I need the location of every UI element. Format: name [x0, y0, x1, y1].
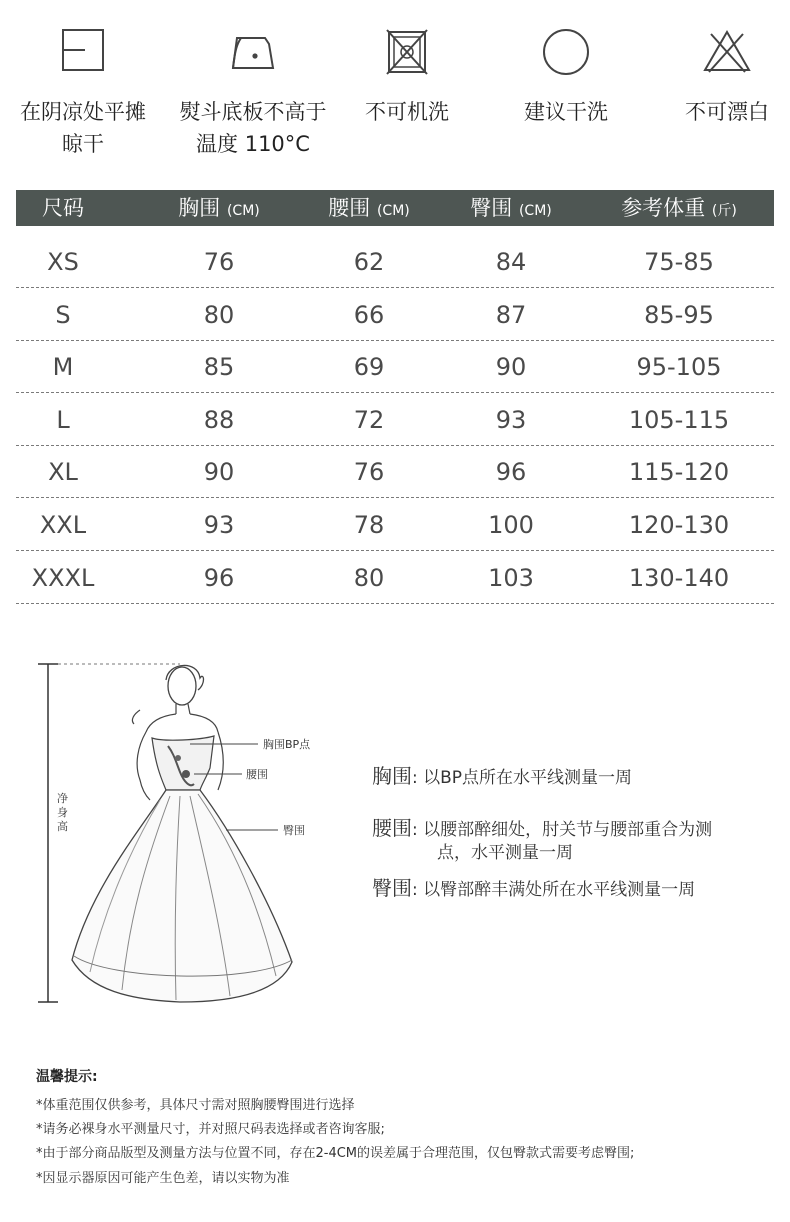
no-machine-wash-icon: [379, 24, 435, 80]
care-label-line1: 在阴凉处平摊: [20, 100, 146, 124]
cell-weight: 75-85: [644, 248, 714, 276]
header-unit: (斤): [711, 203, 737, 219]
cell-hip: 100: [488, 511, 534, 539]
measure-label: 胸围: [372, 764, 412, 788]
cell-size: XL: [48, 458, 78, 487]
measure-colon: :: [412, 768, 418, 788]
height-char: 高: [57, 820, 68, 833]
waist-instruction-cont: 点，水平测量一周: [437, 843, 573, 863]
dry-clean-icon: [538, 24, 594, 80]
cell-hip: 84: [495, 248, 527, 276]
table-row: [16, 341, 774, 393]
tip-item: *由于部分商品版型及测量方法与位置不同，存在2-4CM的误差属于合理范围，仅包臀款式需要考虑臀围;: [36, 1146, 635, 1161]
cell-hip: 87: [495, 300, 527, 329]
cell-weight: 130-140: [628, 563, 730, 592]
tip-item: *体重范围仅供参考，具体尺寸需对照胸腰臀围进行选择: [36, 1098, 355, 1113]
bust-instruction: [372, 760, 632, 789]
cell-weight: 85-95: [644, 300, 714, 329]
measure-text: 以BP点所在水平线测量一周: [423, 768, 633, 788]
cell-waist: 72: [353, 405, 385, 434]
cell-bust: 88: [203, 405, 235, 434]
header-label: 臀围: [470, 196, 513, 220]
table-row: [16, 289, 774, 341]
size-table-header: [16, 190, 774, 226]
header-unit: (CM): [226, 203, 260, 219]
table-row: [16, 552, 774, 604]
cell-waist: 69: [353, 353, 385, 382]
header-label: 腰围: [328, 196, 371, 220]
cell-size: L: [56, 405, 70, 434]
header-label: 尺码: [42, 196, 84, 220]
table-row: [16, 446, 774, 498]
table-row: [16, 499, 774, 551]
care-item-flat-dry: [4, 0, 162, 170]
hip-instruction: [372, 872, 695, 901]
measure-label: 臀围: [372, 876, 412, 900]
cell-hip: 96: [495, 458, 527, 487]
care-label-line2: 温度 110°C: [196, 132, 310, 156]
header-unit: (CM): [518, 203, 552, 219]
tip-item: *请务必裸身水平测量尺寸，并对照尺码表选择或者咨询客服;: [36, 1122, 385, 1137]
care-item-no-machine-wash: [328, 0, 486, 170]
waist-instruction: [372, 812, 712, 841]
cell-bust: 76: [203, 248, 235, 276]
flat-dry-shade-icon: [55, 24, 111, 80]
tip-item: *因显示器原因可能产生色差，请以实物为准: [36, 1171, 290, 1186]
cell-hip: 90: [495, 353, 527, 382]
cell-size: M: [52, 353, 74, 382]
waist-label-small: 腰围: [246, 768, 268, 781]
care-item-iron: [174, 0, 332, 170]
measure-colon: :: [412, 820, 418, 840]
measure-label: 腰围: [372, 816, 412, 840]
header-label: 参考体重: [621, 196, 706, 220]
cell-waist: 80: [353, 563, 385, 592]
header-waist: [294, 190, 444, 226]
header-hip: [436, 190, 586, 226]
iron-icon: [225, 24, 281, 80]
cell-size: XXL: [39, 511, 87, 539]
cell-waist: 78: [353, 511, 385, 539]
care-item-no-bleach: [648, 0, 790, 170]
header-unit: (CM): [376, 203, 410, 219]
cell-waist: 66: [353, 300, 385, 329]
cell-size: XXXL: [31, 563, 95, 592]
measure-text: 以腰部醉细处，肘关节与腰部重合为测: [423, 820, 713, 840]
care-label-line1: 建议干洗: [524, 100, 608, 124]
cell-hip: 103: [488, 563, 534, 592]
cell-bust: 80: [203, 300, 235, 329]
net-height-label: [57, 792, 71, 834]
cell-waist: 76: [353, 458, 385, 487]
bust-bp-label: 胸围BP点: [263, 738, 311, 751]
measure-colon: :: [412, 880, 418, 900]
cell-bust: 85: [203, 353, 235, 382]
height-char: 净: [57, 792, 68, 805]
care-item-dry-clean: [487, 0, 645, 170]
header-bust: [144, 190, 294, 226]
table-row: [16, 236, 774, 288]
cell-hip: 93: [495, 405, 527, 434]
cell-weight: 120-130: [628, 511, 730, 539]
care-label-line1: 不可机洗: [365, 100, 449, 124]
care-label-line2: 晾干: [62, 132, 104, 156]
cell-weight: 105-115: [628, 405, 730, 434]
cell-bust: 93: [203, 511, 235, 539]
hip-label-small: 臀围: [283, 824, 305, 837]
row-divider: [16, 603, 774, 604]
cell-weight: 95-105: [636, 353, 722, 382]
header-weight: [594, 190, 764, 226]
cell-bust: 90: [203, 458, 235, 487]
cell-weight: 115-120: [628, 458, 730, 487]
header-label: 胸围: [178, 196, 221, 220]
no-bleach-icon: [699, 24, 755, 80]
cell-size: S: [55, 300, 71, 329]
cell-size: XS: [47, 248, 79, 276]
table-row: [16, 394, 774, 446]
care-label-line1: 熨斗底板不高于: [179, 100, 327, 124]
cell-bust: 96: [203, 563, 235, 592]
header-size: [16, 190, 110, 226]
cell-waist: 62: [353, 248, 385, 276]
care-label-line1: 不可漂白: [685, 100, 769, 124]
tips-title: 温馨提示:: [36, 1069, 98, 1085]
height-char: 身: [57, 806, 68, 819]
measure-text: 以臀部醉丰满处所在水平线测量一周: [423, 880, 696, 900]
